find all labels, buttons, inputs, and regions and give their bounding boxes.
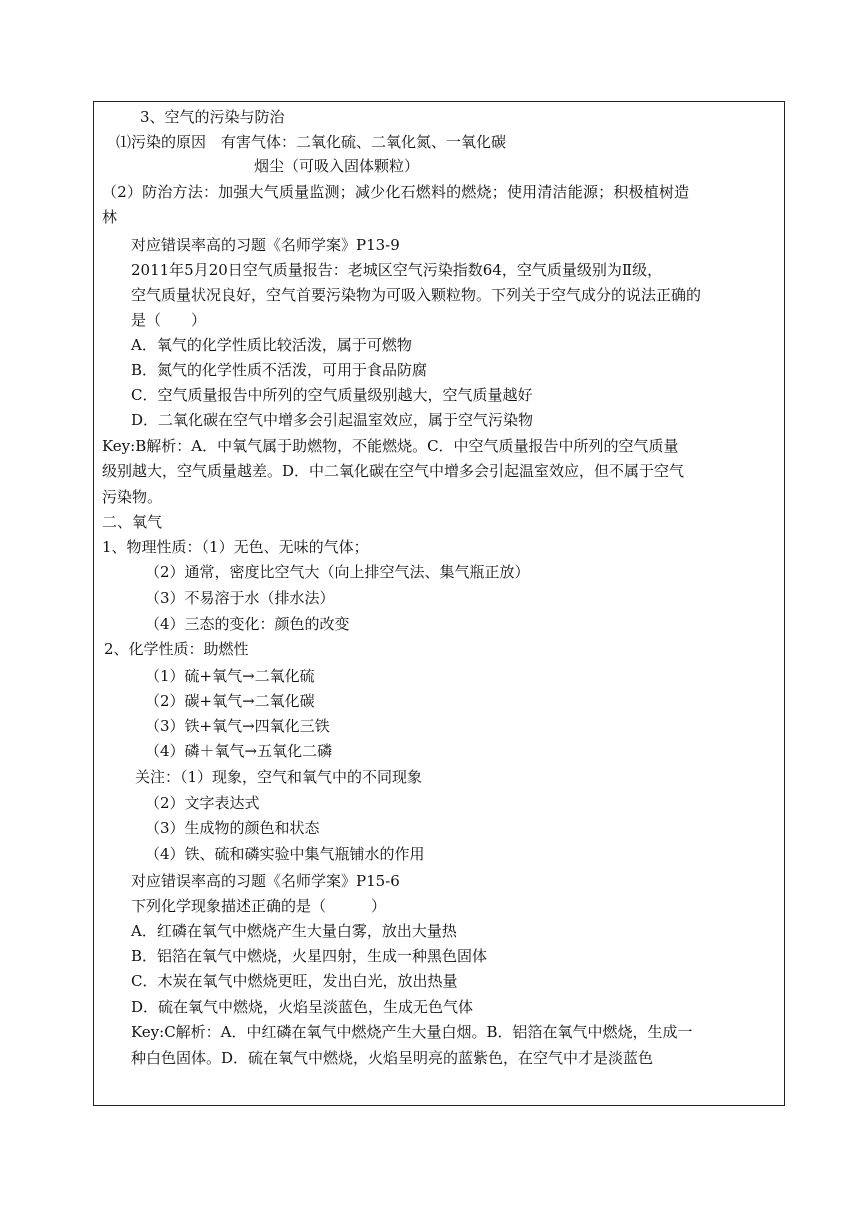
physical-properties-line-1: 1、物理性质：（1）无色、无味的气体； (102, 538, 369, 556)
attention-line-3: （3）生成物的颜色和状态 (145, 819, 320, 837)
question-2-option-d: D．硫在氧气中燃烧，火焰呈淡蓝色，生成无色气体 (131, 998, 474, 1016)
physical-properties-line-3: （3）不易溶于水（排水法） (145, 589, 335, 607)
question-1-key-line-2: 级别越大，空气质量越差。D．中二氧化碳在空气中增多会引起温室效应，但不属于空气 (102, 462, 685, 480)
question-1-option-d: D．二氧化碳在空气中增多会引起温室效应，属于空气污染物 (131, 411, 534, 429)
reaction-iron: （3）铁+氧气→四氧化三铁 (145, 717, 330, 735)
question-2-option-a: A．红磷在氧气中燃烧产生大量白雾，放出大量热 (131, 922, 457, 940)
attention-line-2: （2）文字表达式 (145, 794, 260, 812)
prevention-method-line-2: 林 (102, 208, 118, 226)
question-1-stem-line-1: 2011年5月20日空气质量报告：老城区空气污染指数64，空气质量级别为Ⅱ级， (131, 261, 663, 279)
question-1-key-line-3: 污染物。 (102, 488, 163, 506)
question-2-stem: 下列化学现象描述正确的是（ ） (131, 897, 387, 915)
prevention-method-line-1: （2）防治方法：加强大气质量监测；减少化石燃料的燃烧；使用清洁能源；积极植树造 (102, 183, 690, 201)
question-1-option-b: B．氮气的化学性质不活泼，可用于食品防腐 (131, 361, 428, 379)
question-1-key-line-1: Key:B解析：A．中氧气属于助燃物，不能燃烧。C．中空气质量报告中所列的空气质量 (102, 437, 679, 455)
question-1-stem-line-3: 是（ ） (131, 311, 207, 329)
chemical-properties-heading: 2、化学性质：助燃性 (104, 640, 249, 658)
pollution-cause-line: ⑴污染的原因 有害气体：二氧化硫、二氧化氮、一氧化碳 (116, 133, 507, 151)
reaction-carbon: （2）碳+氧气→二氧化碳 (145, 692, 315, 710)
attention-line-4: （4）铁、硫和磷实验中集气瓶铺水的作用 (145, 845, 425, 863)
attention-line-1: 关注：（1）现象，空气和氧气中的不同现象 (135, 768, 423, 786)
question-1-option-c: C．空气质量报告中所列的空气质量级别越大，空气质量越好 (131, 386, 533, 404)
section-heading-air-pollution: 3、空气的污染与防治 (140, 108, 285, 126)
exercise-reference-2: 对应错误率高的习题《名师学案》P15-6 (131, 872, 400, 890)
physical-properties-line-2: （2）通常，密度比空气大（向上排空气法、集气瓶正放） (145, 563, 530, 581)
reaction-phosphorus: （4）磷＋氧气→五氧化二磷 (145, 742, 333, 760)
section-heading-oxygen: 二、氧气 (102, 513, 163, 531)
question-1-stem-line-2: 空气质量状况良好，空气首要污染物为可吸入颗粒物。下列关于空气成分的说法正确的 (131, 286, 702, 304)
reaction-sulfur: （1）硫+氧气→二氧化硫 (145, 667, 315, 685)
question-2-option-b: B．铝箔在氧气中燃烧，火星四射，生成一种黑色固体 (131, 947, 488, 965)
physical-properties-line-4: （4）三态的变化：颜色的改变 (145, 615, 350, 633)
question-1-option-a: A．氧气的化学性质比较活泼，属于可燃物 (131, 336, 412, 354)
question-2-key-line-1: Key:C解析：A．中红磷在氧气中燃烧产生大量白烟。B．铝箔在氧气中燃烧，生成一 (131, 1023, 693, 1041)
question-2-option-c: C．木炭在氧气中燃烧更旺，发出白光，放出热量 (131, 972, 458, 990)
pollution-cause-dust-line: 烟尘（可吸入固体颗粒） (254, 157, 420, 175)
exercise-reference-1: 对应错误率高的习题《名师学案》P13-9 (131, 236, 400, 254)
question-2-key-line-2: 种白色固体。D．硫在氧气中燃烧，火焰呈明亮的蓝紫色，在空气中才是淡蓝色 (131, 1049, 654, 1067)
